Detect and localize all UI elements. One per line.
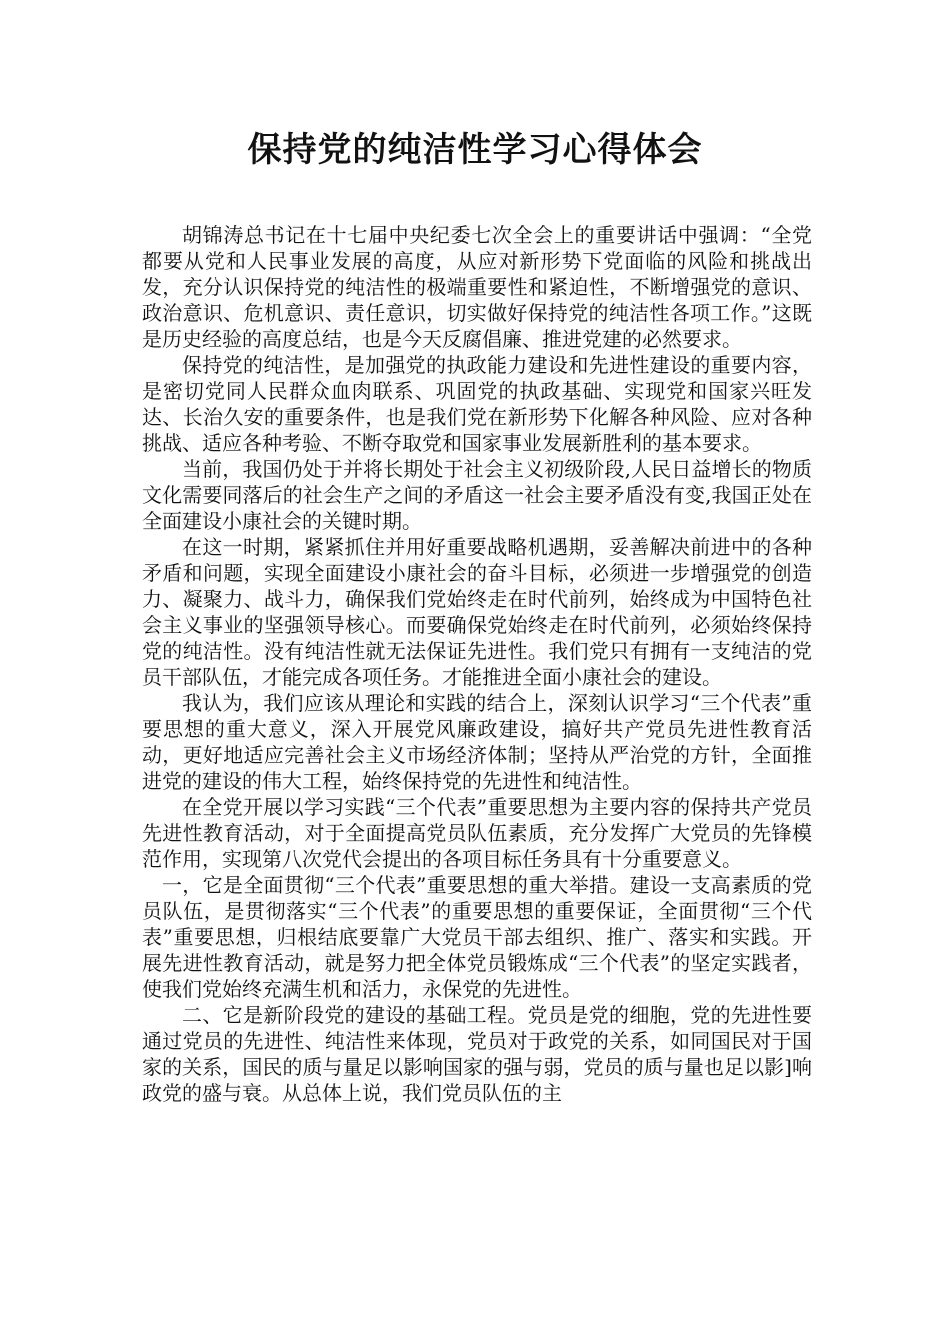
paragraph-2: 保持党的纯洁性，是加强党的执政能力建设和先进性建设的重要内容，是密切党同人民群众血肉联系、巩固党的执政基础、实现党和国家兴旺发达、长治久安的重要条件，也是我们党在新形势下化解各种风险、应对各种挑战、适应各种考验、不断夺取党和国家事业发展新胜利的基本要求。 xyxy=(142,353,812,455)
paragraph-8: 二、它是新阶段党的建设的基础工程。党员是党的细胞，党的先进性要通过党员的先进性、纯洁性来体现，党员对于政党的关系，如同国民对于国家的关系，国民的质与量足以影响国家的强与弱，党员的质与量也足以影]响政党的盛与衰。从总体上说，我们党员队伍的主 xyxy=(142,1003,812,1105)
document-body xyxy=(142,222,812,1106)
paragraph-4: 在这一时期，紧紧抓住并用好重要战略机遇期，妥善解决前进中的各种矛盾和问题，实现全面建设小康社会的奋斗目标，必须进一步增强党的创造力、凝聚力、战斗力，确保我们党始终走在时代前列，始终成为中国特色社会主义事业的坚强领导核心。而要确保党始终走在时代前列，必须始终保持党的纯洁性。没有纯洁性就无法保证先进性。我们党只有拥有一支纯洁的党员干部队伍，才能完成各项任务。才能推进全面小康社会的建设。 xyxy=(142,535,812,689)
paragraph-7: 一，它是全面贯彻“三个代表”重要思想的重大举措。建设一支高素质的党员队伍，是贯彻落实“三个代表”的重要思想的重要保证，全面贯彻“三个代表”重要思想，归根结底要靠广大党员干部去组织、推广、落实和实践。开展先进性教育活动，就是努力把全体党员锻炼成“三个代表”的坚定实践者，使我们党始终充满生机和活力，永保党的先进性。 xyxy=(142,873,812,1001)
page-title: 保持党的纯洁性学习心得体会 xyxy=(247,130,703,170)
paragraph-5: 我认为，我们应该从理论和实践的结合上，深刻认识学习“三个代表”重要思想的重大意义，深入开展党风廉政建设，搞好共产党员先进性教育活动，更好地适应完善社会主义市场经济体制；坚持从严治党的方针，全面推进党的建设的伟大工程，始终保持党的先进性和纯洁性。 xyxy=(142,691,812,793)
paragraph-3: 当前，我国仍处于并将长期处于社会主义初级阶段,人民日益增长的物质文化需要同落后的社会生产之间的矛盾这一社会主要矛盾没有变,我国正处在全面建设小康社会的关键时期。 xyxy=(142,457,812,533)
paragraph-6: 在全党开展以学习实践“三个代表”重要思想为主要内容的保持共产党员先进性教育活动，对于全面提高党员队伍素质，充分发挥广大党员的先锋模范作用，实现第八次党代会提出的各项目标任务具有十分重要意义。 xyxy=(142,795,812,871)
paragraph-1: 胡锦涛总书记在十七届中央纪委七次全会上的重要讲话中强调：“全党都要从党和人民事业发展的高度，从应对新形势下党面临的风险和挑战出发，充分认识保持党的纯洁性的极端重要性和紧迫性，不断增强党的意识、政治意识、危机意识、责任意识，切实做好保持党的纯洁性各项工作。”这既是历史经验的高度总结，也是今天反腐倡廉、推进党建的必然要求。 xyxy=(142,223,812,351)
